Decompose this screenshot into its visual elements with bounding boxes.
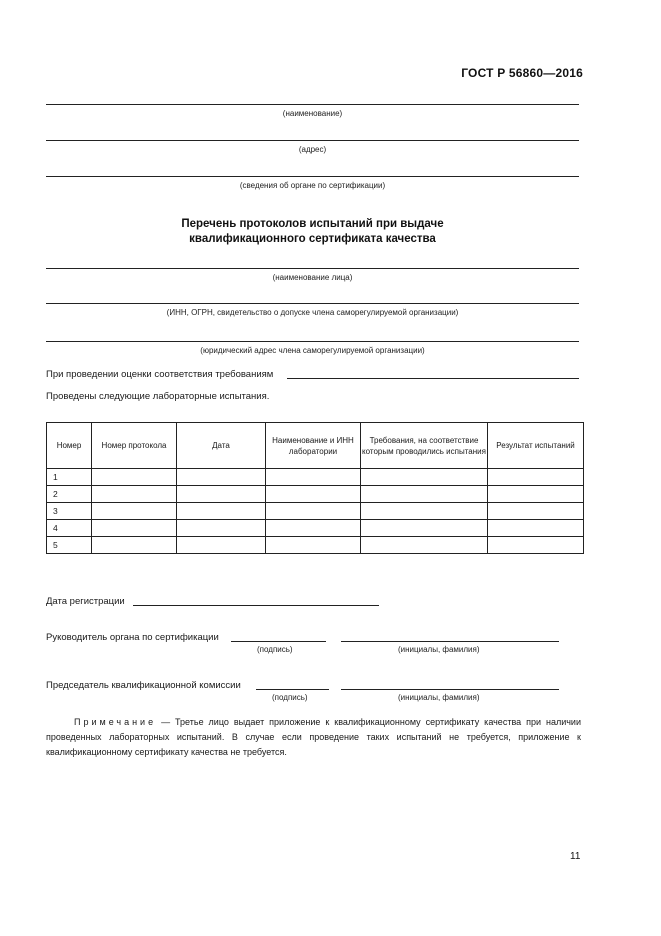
col-requirements: Требования, на соответствие которым проводились испытания [361,423,488,469]
note-lead: Примечание [74,717,157,727]
requirements-cell[interactable] [361,486,488,503]
row-number: 1 [47,469,92,486]
date-cell[interactable] [177,503,266,520]
protocol-cell[interactable] [92,537,177,554]
result-cell[interactable] [488,503,584,520]
table-header-row [47,423,584,469]
legal-address-caption: (юридический адрес члена саморегулируемой организации) [200,346,425,355]
chair-signature-label: Председатель квалификационной комиссии [46,680,241,691]
result-cell[interactable] [488,469,584,486]
head-sign-caption: (подпись) [257,645,293,654]
lab-tests-table [46,422,584,554]
legal-address-fill-line[interactable] [46,341,579,342]
chair-name-caption: (инициалы, фамилия) [398,693,480,702]
page-number: 11 [570,851,581,862]
result-cell[interactable] [488,537,584,554]
protocol-cell[interactable] [92,486,177,503]
result-cell[interactable] [488,486,584,503]
date-cell[interactable] [177,537,266,554]
requirements-cell[interactable] [361,537,488,554]
cert-body-fill-line[interactable] [46,176,579,177]
document-title [46,217,579,247]
table-row [47,469,584,486]
table-row [47,520,584,537]
date-cell[interactable] [177,486,266,503]
address-caption: (адрес) [298,145,327,154]
assessment-fill-line[interactable] [287,378,579,379]
head-signature-line[interactable] [231,641,326,642]
standard-header: ГОСТ Р 56860—2016 [461,66,583,80]
head-name-line[interactable] [341,641,559,642]
title-line-2: квалификационного сертификата качества [189,233,436,245]
requirements-cell[interactable] [361,469,488,486]
inn-ogrn-fill-line[interactable] [46,303,579,304]
requirements-cell[interactable] [361,503,488,520]
protocol-cell[interactable] [92,469,177,486]
row-number: 3 [47,503,92,520]
name-fill-line[interactable] [46,104,579,105]
table-row [47,486,584,503]
head-name-caption: (инициалы, фамилия) [398,645,480,654]
result-cell[interactable] [488,520,584,537]
laboratory-cell[interactable] [266,469,361,486]
laboratory-cell[interactable] [266,520,361,537]
row-number: 2 [47,486,92,503]
table-row [47,503,584,520]
col-result: Результат испытаний [488,423,584,469]
inn-ogrn-caption: (ИНН, ОГРН, свидетельство о допуске члена саморегулируемой организации) [166,308,459,317]
chair-sign-caption: (подпись) [272,693,308,702]
name-caption: (наименование) [282,109,343,118]
assessment-label: При проведении оценки соответствия требованиям [46,369,274,380]
tests-intro: Проведены следующие лабораторные испытания. [46,391,270,402]
head-signature-label: Руководитель органа по сертификации [46,632,219,643]
date-cell[interactable] [177,520,266,537]
note-text: — Третье лицо выдает приложение к квалификационному сертификату качества при наличии проведенных лабораторных испытаний. В случае если проведение таких испытаний не требуется, приложение к квалификационному сертификату качества не требуется. [46,717,581,757]
note-paragraph [46,715,581,760]
chair-name-line[interactable] [341,689,559,690]
col-date: Дата [177,423,266,469]
person-name-caption: (наименование лица) [272,273,353,282]
laboratory-cell[interactable] [266,537,361,554]
date-cell[interactable] [177,469,266,486]
registration-label: Дата регистрации [46,596,125,607]
chair-signature-line[interactable] [256,689,329,690]
cert-body-caption: (сведения об органе по сертификации) [239,181,386,190]
laboratory-cell[interactable] [266,503,361,520]
col-laboratory: Наименование и ИНН лаборатории [266,423,361,469]
row-number: 4 [47,520,92,537]
address-fill-line[interactable] [46,140,579,141]
laboratory-cell[interactable] [266,486,361,503]
row-number: 5 [47,537,92,554]
protocol-cell[interactable] [92,520,177,537]
requirements-cell[interactable] [361,520,488,537]
col-protocol-number: Номер протокола [92,423,177,469]
protocol-cell[interactable] [92,503,177,520]
registration-date-fill-line[interactable] [133,605,379,606]
title-line-1: Перечень протоколов испытаний при выдаче [181,218,444,230]
col-number: Номер [47,423,92,469]
person-name-fill-line[interactable] [46,268,579,269]
table-row [47,537,584,554]
